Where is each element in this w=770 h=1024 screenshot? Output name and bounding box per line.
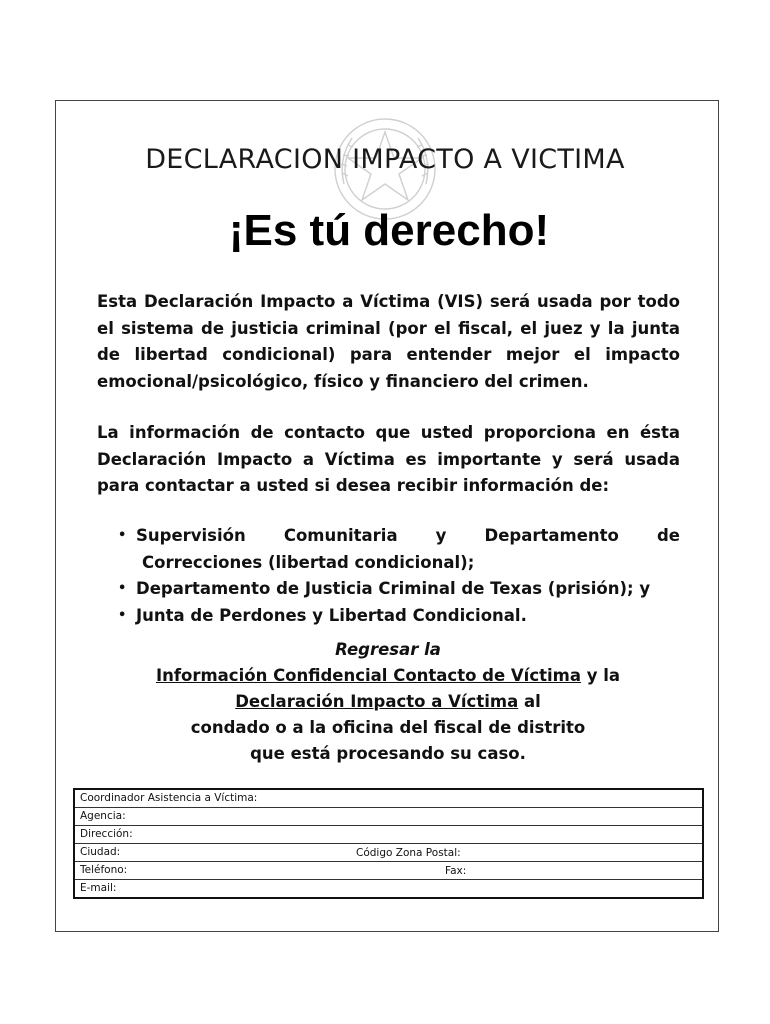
return-line-4: condado o a la oficina del fiscal de distrito [190, 718, 586, 737]
intro-paragraph: Esta Declaración Impacto a Víctima (VIS) será usada por todo el sistema de justicia criminal (por el fiscal, el juez y la junta de libertad condicional) para entender mejor el impacto emocional/psicológico, físico y financiero del crimen. [97, 292, 680, 391]
coordinator-field[interactable] [74, 789, 703, 808]
contact-info-paragraph: La información de contacto que usted proporciona en ésta Declaración Impacto a Víctima es importante y será usada para contactar a usted si desea recibir información de: [97, 423, 680, 495]
fax-label: Fax: [445, 865, 467, 877]
list-item-text: Junta de Perdones y Libertad Condicional. [136, 605, 527, 625]
email-field[interactable] [74, 880, 703, 899]
slogan-heading: ¡Es tú derecho! [228, 206, 550, 255]
table-row [74, 826, 703, 844]
bullet-icon: • [118, 581, 127, 596]
return-line-5: que está procesando su caso. [250, 744, 526, 763]
return-instructions [0, 637, 770, 767]
email-label: E-mail: [80, 882, 117, 894]
table-row [74, 808, 703, 826]
bullet-icon: • [118, 607, 127, 623]
list-item-text: Supervisión Comunitaria y Departamento de [136, 526, 680, 545]
phone-label: Teléfono: [80, 864, 128, 876]
return-heading: Regresar la [335, 640, 441, 659]
return-after-link: al [518, 692, 541, 711]
victim-contact-form-link[interactable]: Información Confidencial Contacto de Víctima [155, 666, 581, 685]
table-row [74, 880, 703, 899]
address-field[interactable] [74, 826, 703, 844]
list-item-text: Departamento de Justicia Criminal de Texas (prisión); y [136, 579, 651, 598]
phone-fax-field[interactable] [74, 862, 703, 880]
document-title: DECLARACION IMPACTO A VICTIMA [145, 144, 625, 175]
bullet-icon: • [118, 528, 127, 543]
city-zip-field[interactable] [74, 844, 703, 862]
return-connector: y la [581, 666, 621, 685]
agency-list [118, 523, 680, 629]
agency-field[interactable] [74, 808, 703, 826]
impact-statement-link[interactable]: Declaración Impacto a Víctima [235, 692, 519, 711]
list-item [118, 576, 680, 603]
list-item-text-continued: Correcciones (libertad condicional); [142, 552, 475, 572]
agency-label: Agencia: [80, 810, 126, 822]
address-label: Dirección: [80, 828, 133, 840]
contact-form-table [73, 788, 704, 899]
coordinator-label: Coordinador Asistencia a Víctima: [80, 792, 258, 804]
table-row [74, 789, 703, 808]
list-item [118, 603, 680, 630]
table-row [74, 862, 703, 880]
table-row [74, 844, 703, 862]
return-line-3 [0, 689, 770, 715]
return-line-2 [0, 663, 770, 689]
city-label: Ciudad: [80, 846, 121, 858]
list-item [118, 523, 680, 576]
zip-label: Código Zona Postal: [356, 847, 461, 859]
